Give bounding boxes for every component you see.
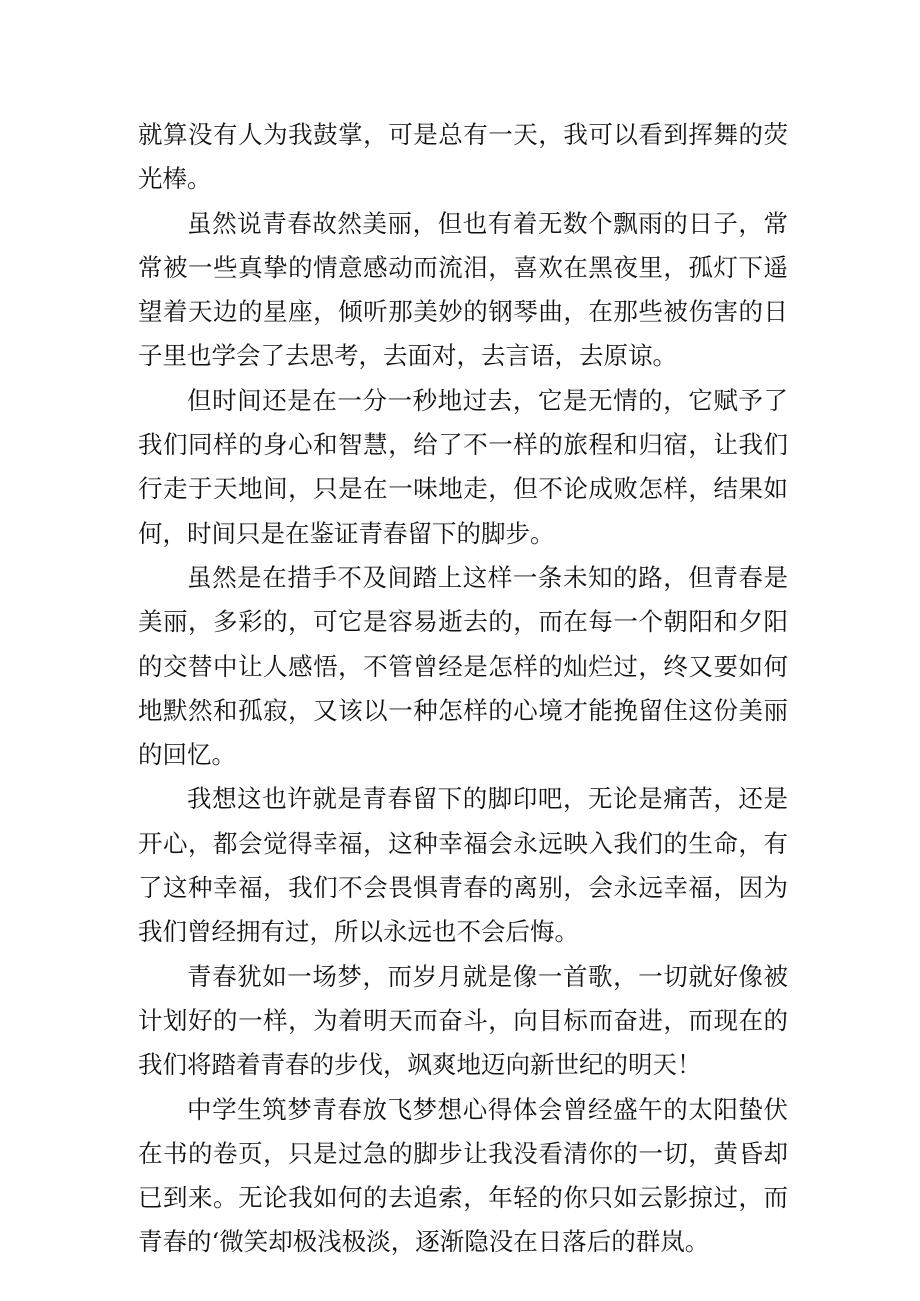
paragraph-1: 就算没有人为我鼓掌，可是总有一天，我可以看到挥舞的荧光棒。 xyxy=(138,120,788,194)
paragraph-7: 中学生筑梦青春放飞梦想心得体会曾经盛午的太阳蛰伏在书的卷页，只是过急的脚步让我没看清你的一切，黄昏却已到来。无论我如何的去追索，年轻的你只如云影掠过，而青春的‘微笑却极浅极淡，逐渐隐没在日落后的群岚。 xyxy=(138,1094,788,1257)
paragraph-3: 但时间还是在一分一秒地过去，它是无情的，它赋予了我们同样的身心和智慧，给了不一样的旅程和归宿，让我们行走于天地间，只是在一味地走，但不论成败怎样，结果如何，时间只是在鉴证青春留下的脚步。 xyxy=(138,385,788,548)
paragraph-6: 青春犹如一场梦，而岁月就是像一首歌，一切就好像被计划好的一样，为着明天而奋斗，向目标而奋进，而现在的我们将踏着青春的步伐，飒爽地迈向新世纪的明天！ xyxy=(138,961,788,1080)
document-body xyxy=(138,113,788,1265)
paragraph-4: 虽然是在措手不及间踏上这样一条未知的路，但青春是美丽，多彩的，可它是容易逝去的，而在每一个朝阳和夕阳的交替中让人感悟，不管曾经是怎样的灿烂过，终又要如何地默然和孤寂，又该以一种怎样的心境才能挽留住这份美丽的回忆。 xyxy=(138,562,788,770)
paragraph-5: 我想这也许就是青春留下的脚印吧，无论是痛苦，还是开心，都会觉得幸福，这种幸福会永远映入我们的生命，有了这种幸福，我们不会畏惧青春的离别，会永远幸福，因为我们曾经拥有过，所以永远也不会后悔。 xyxy=(138,784,788,947)
paragraph-2: 虽然说青春故然美丽，但也有着无数个飘雨的日子，常常被一些真挚的情意感动而流泪，喜欢在黑夜里，孤灯下遥望着天边的星座，倾听那美妙的钢琴曲，在那些被伤害的日子里也学会了去思考，去面对，去言语，去原谅。 xyxy=(138,208,788,371)
